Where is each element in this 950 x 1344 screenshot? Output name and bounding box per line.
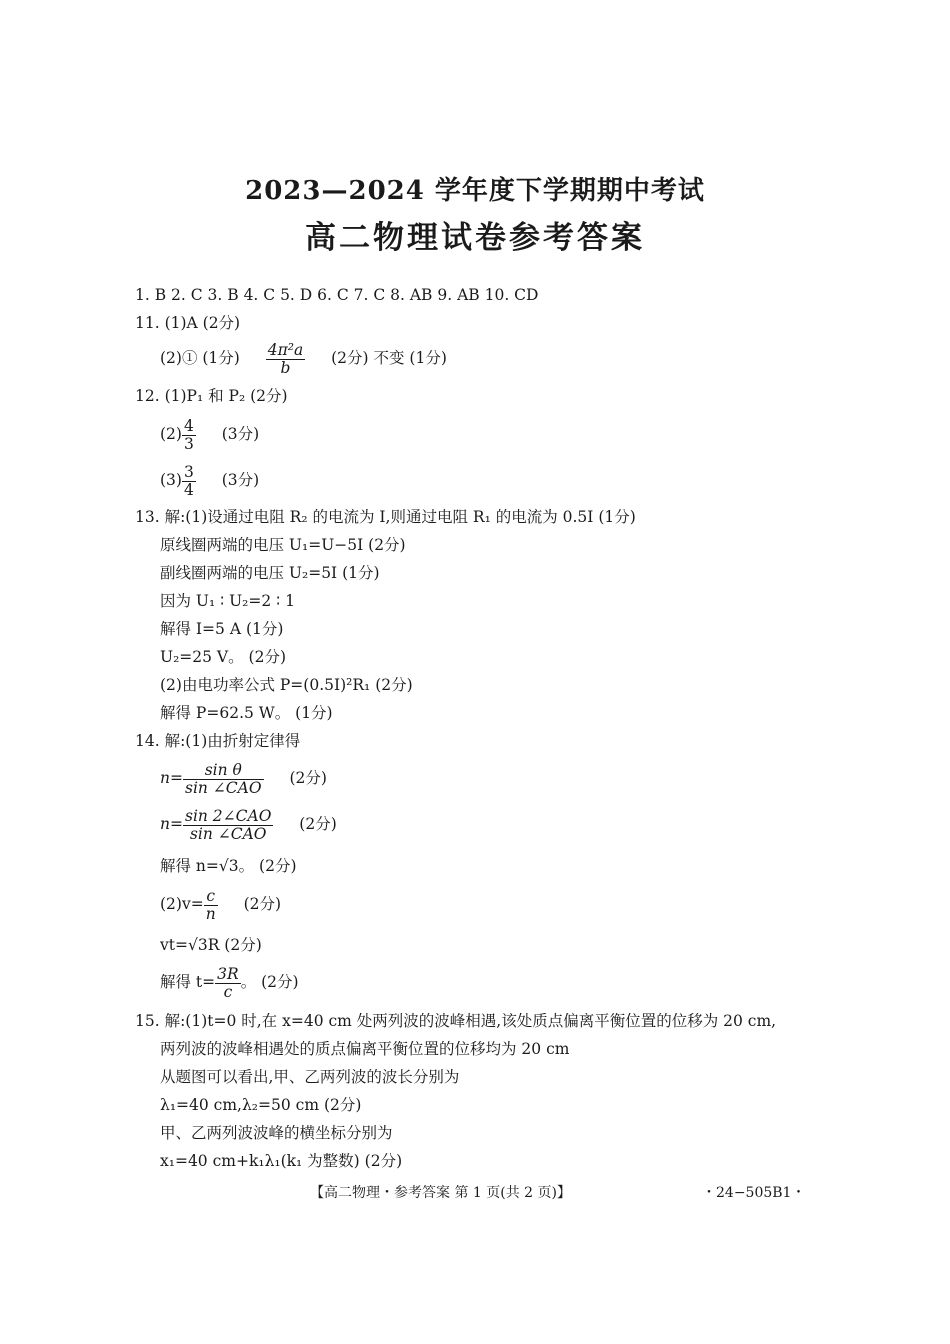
q13-line: U₂=25 V。 (2分): [160, 648, 286, 666]
q12-p2-num: 4: [183, 416, 194, 435]
q12-p2-den: 3: [183, 434, 194, 453]
q15-line: x₁=40 cm+k₁λ₁(k₁ 为整数) (2分): [160, 1152, 403, 1170]
q11-part2: [160, 340, 447, 377]
answer-key-title: 高二物理试卷参考答案: [305, 220, 645, 256]
q11-part2-suffix: (2分) 不变 (1分): [331, 349, 447, 367]
q15-line: 从题图可以看出,甲、乙两列波的波长分别为: [160, 1068, 460, 1086]
page-footer-code: ・24−505B1・: [702, 1185, 806, 1201]
q13-line: 副线圈两端的电压 U₂=5I (1分): [160, 564, 380, 582]
q11-part1: 11. (1)A (2分): [135, 314, 241, 332]
q12-part2-prefix: (2): [160, 425, 182, 443]
q14-f3-den: n: [205, 904, 216, 923]
q12-part3-prefix: (3): [160, 471, 182, 489]
q13-line: 13. 解:(1)设通过电阻 R₂ 的电流为 I,则通过电阻 R₁ 的电流为 0.5I (1分): [135, 508, 636, 526]
q14-f3-num: c: [204, 888, 218, 906]
q14-f2-points: (2分): [299, 815, 337, 833]
q14-f3-points: (2分): [243, 895, 282, 913]
q14-f1-num: sin θ: [183, 762, 264, 780]
q14-f3-lhs: (2)v=: [160, 895, 204, 913]
q14-f4-points: 。 (2分): [240, 973, 299, 991]
q12-part2-suffix: (3分): [221, 425, 260, 443]
q14-f4-lhs: 解得 t=: [160, 973, 216, 991]
q14-line6: vt=√3R (2分): [160, 936, 262, 954]
q12-part3-fraction: [182, 464, 196, 499]
page-footer-label: 【高二物理・参考答案 第 1 页(共 2 页)】: [310, 1185, 571, 1201]
q14-formula2: [160, 806, 337, 843]
q14-formula4: [160, 964, 299, 1001]
q14-f4-den: c: [223, 982, 233, 1001]
q12-part2: [160, 416, 259, 453]
q14-f1-fraction: [183, 762, 264, 797]
q12-part3: [160, 462, 259, 499]
q13-line: 解得 I=5 A (1分): [160, 620, 284, 638]
q11-frac-den: b: [280, 358, 291, 377]
exam-title: 2023—2024 学年度下学期期中考试: [245, 176, 705, 206]
q14-formula3: [160, 886, 281, 923]
q11-part2-prefix: (2)① (1分): [160, 349, 240, 367]
choice-answers: 1. B 2. C 3. B 4. C 5. D 6. C 7. C 8. AB 9. AB 10. CD: [135, 286, 539, 304]
q14-f4-num: 3R: [217, 964, 239, 983]
q12-part2-fraction: [182, 418, 196, 453]
q14-line4: 解得 n=√3。 (2分): [160, 857, 297, 875]
q14-line1: 14. 解:(1)由折射定律得: [135, 732, 301, 750]
q13-line: 解得 P=62.5 W。 (1分): [160, 704, 333, 722]
q15-line: 两列波的波峰相遇处的质点偏离平衡位置的位移均为 20 cm: [160, 1040, 570, 1058]
q14-f3-fraction: [204, 888, 218, 923]
q12-p3-num: 3: [183, 462, 194, 481]
q14-f1-den: sin ∠CAO: [184, 778, 262, 797]
q15-line: 甲、乙两列波波峰的横坐标分别为: [160, 1124, 393, 1142]
q14-formula1: [160, 760, 327, 797]
q12-part1: 12. (1)P₁ 和 P₂ (2分): [135, 387, 288, 405]
q14-f1-lhs: n=: [160, 769, 183, 787]
q14-f4-fraction: [215, 966, 241, 1001]
q12-p3-den: 4: [183, 480, 194, 499]
q14-f2-fraction: [183, 808, 273, 843]
q14-f1-points: (2分): [289, 769, 327, 787]
q15-line: 15. 解:(1)t=0 时,在 x=40 cm 处两列波的波峰相遇,该处质点偏离平衡位置的位移为 20 cm,: [135, 1012, 777, 1030]
q15-line: λ₁=40 cm,λ₂=50 cm (2分): [160, 1096, 362, 1114]
q12-part3-suffix: (3分): [221, 471, 260, 489]
q14-f2-num: sin 2∠CAO: [184, 806, 272, 825]
q14-f2-lhs: n=: [160, 815, 183, 833]
q11-fraction: [266, 342, 306, 377]
q13-line: 原线圈两端的电压 U₁=U−5I (2分): [160, 536, 406, 554]
q13-line: (2)由电功率公式 P=(0.5I)²R₁ (2分): [160, 676, 413, 694]
q13-line: 因为 U₁ ∶ U₂=2 ∶ 1: [160, 592, 295, 610]
q14-f2-den: sin ∠CAO: [189, 824, 267, 843]
q11-frac-num: 4π²a: [267, 340, 304, 359]
